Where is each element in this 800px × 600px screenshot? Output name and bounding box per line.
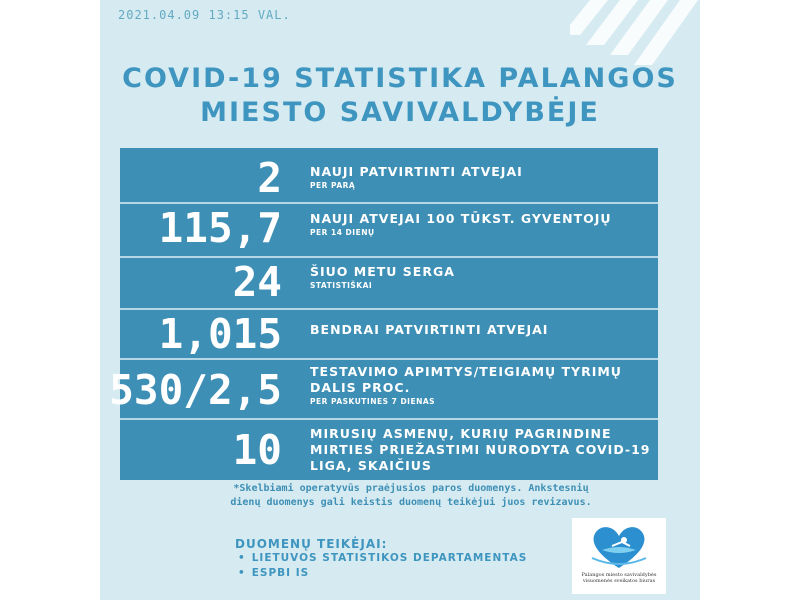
stat-sublabel: PER PARĄ <box>310 181 356 190</box>
title-line-2: MIESTO SAVIVALDYBĖJE <box>200 97 600 128</box>
stat-label-deaths <box>310 426 655 474</box>
infographic-card <box>100 0 700 600</box>
disclaimer-line-2: dienų duomenys gali keistis duomenų teikėjui juos revizavus. <box>230 497 592 508</box>
source-item: • ESPBI IS <box>238 566 527 581</box>
stat-value-testing: 530/2,5 <box>109 366 282 414</box>
sources-title: DUOMENŲ TEIKĖJAI: <box>235 537 388 551</box>
logo-caption <box>576 572 662 584</box>
stat-label-text: ŠIUO METU SERGA <box>310 264 455 279</box>
stat-label-text: TESTAVIMO APIMTYS/TEIGIAMŲ TYRIMŲ DALIS PROC. <box>310 364 622 395</box>
stat-label-text: NAUJI ATVEJAI 100 TŪKST. GYVENTOJŲ <box>310 211 612 226</box>
stat-divider <box>120 358 658 360</box>
sources-list <box>238 551 527 581</box>
stat-value-total-confirmed: 1,015 <box>158 310 282 358</box>
stat-label-text: MIRUSIŲ ASMENŲ, KURIŲ PAGRINDINE MIRTIES PRIEŽASTIMI NURODYTA COVID-19 LIGA, SKAIČIUS <box>310 426 651 473</box>
stat-sublabel: STATISTIŠKAI <box>310 281 373 290</box>
stat-sublabel: PER 14 DIENŲ <box>310 228 375 237</box>
stat-label-per-100k <box>310 211 655 238</box>
heart-swimmer-logo-icon <box>572 518 666 574</box>
stat-value-currently-ill: 24 <box>232 258 282 306</box>
stat-label-text: NAUJI PATVIRTINTI ATVEJAI <box>310 164 523 179</box>
logo-caption-line-1: Palangos miesto savivaldybės <box>581 572 657 578</box>
health-bureau-logo <box>572 518 666 594</box>
stat-value-per-100k: 115,7 <box>158 204 282 252</box>
stat-label-total-confirmed <box>310 322 655 338</box>
disclaimer-line-1: *Skelbiami operatyvūs praėjusios paros duomenys. Ankstesnių <box>233 483 589 494</box>
stat-label-text: BENDRAI PATVIRTINTI ATVEJAI <box>310 322 549 337</box>
report-timestamp: 2021.04.09 13:15 VAL. <box>118 8 291 22</box>
stat-sublabel: PER PASKUTINES 7 DIENAS <box>310 397 436 406</box>
stat-label-currently-ill <box>310 264 655 291</box>
page-title <box>100 62 700 130</box>
data-disclaimer <box>196 482 626 510</box>
stat-label-testing <box>310 364 655 407</box>
stat-label-new-cases <box>310 164 655 191</box>
stat-divider <box>120 418 658 420</box>
stat-value-new-cases: 2 <box>257 154 282 202</box>
stat-divider <box>120 256 658 258</box>
title-line-1: COVID-19 STATISTIKA PALANGOS <box>122 63 678 94</box>
source-item: • LIETUVOS STATISTIKOS DEPARTAMENTAS <box>238 551 527 566</box>
stat-value-deaths: 10 <box>232 426 282 474</box>
statistics-panel <box>109 148 658 480</box>
logo-caption-line-2: visuomenės sveikatos biuras <box>582 578 656 584</box>
